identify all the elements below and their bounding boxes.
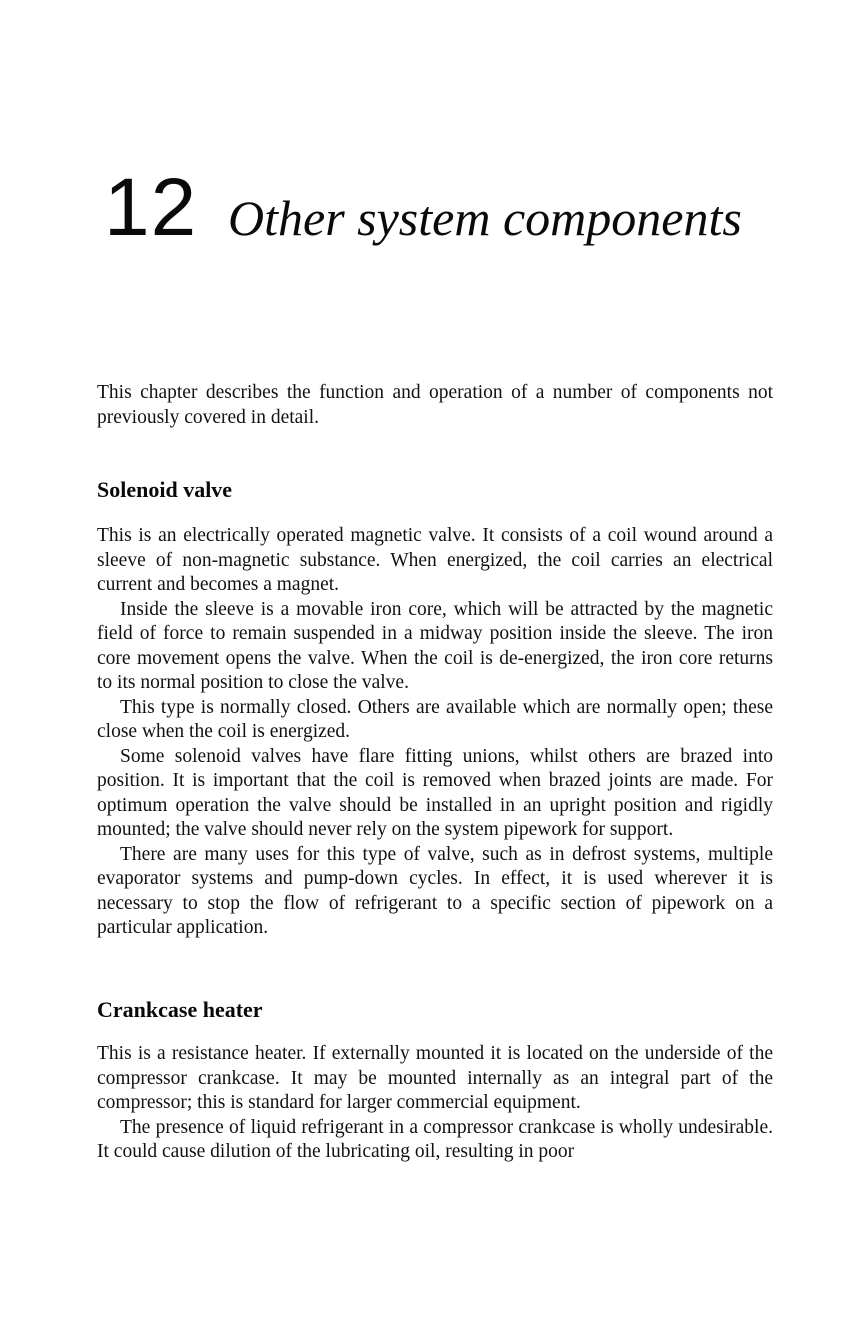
paragraph: The presence of liquid refrigerant in a compressor crankcase is wholly undesirable. It could cause dilution of the lubricating oil, resulting in poor bbox=[97, 1116, 773, 1162]
paragraph: This is an electrically operated magnetic valve. It consists of a coil wound around a sleeve of non-magnetic substance. When energized, the coil carries an electrical current and becomes a magnet. bbox=[97, 525, 773, 595]
paragraph: This is a resistance heater. If externally mounted it is located on the underside of the compressor crankcase. It may be mounted internally as an integral part of the compressor; this is standard for larger commercial equipment. bbox=[97, 1043, 773, 1113]
chapter-number: 12 bbox=[104, 162, 198, 253]
paragraph: Inside the sleeve is a movable iron core, which will be attracted by the magnetic field of force to remain suspended in a midway position inside the sleeve. The iron core movement opens the valve. When the coil is de-energized, the iron core returns to its normal position to close the valve. bbox=[97, 598, 773, 693]
section-heading-crankcase-heater: Crankcase heater bbox=[97, 997, 263, 1022]
section-body-solenoid-valve bbox=[97, 524, 773, 941]
paragraph: There are many uses for this type of valve, such as in defrost systems, multiple evaporator systems and pump-down cycles. In effect, it is used wherever it is necessary to stop the flow of refrigerant to a specific section of pipework on a particular application. bbox=[97, 843, 773, 938]
section-body-crankcase-heater bbox=[97, 1042, 773, 1165]
paragraph: Some solenoid valves have flare fitting unions, whilst others are brazed into position. It is important that the coil is removed when brazed joints are made. For optimum operation the valve should be installed in an upright position and rigidly mounted; the valve should never rely on the system pipework for support. bbox=[97, 745, 773, 840]
section-heading-solenoid-valve: Solenoid valve bbox=[97, 477, 233, 502]
intro-paragraph: This chapter describes the function and operation of a number of components not previously covered in detail. bbox=[97, 382, 773, 428]
chapter-heading bbox=[104, 158, 804, 258]
intro-paragraph-block bbox=[97, 381, 773, 430]
paragraph: This type is normally closed. Others are available which are normally open; these close when the coil is energized. bbox=[97, 696, 773, 742]
chapter-title: Other system components bbox=[228, 190, 742, 246]
